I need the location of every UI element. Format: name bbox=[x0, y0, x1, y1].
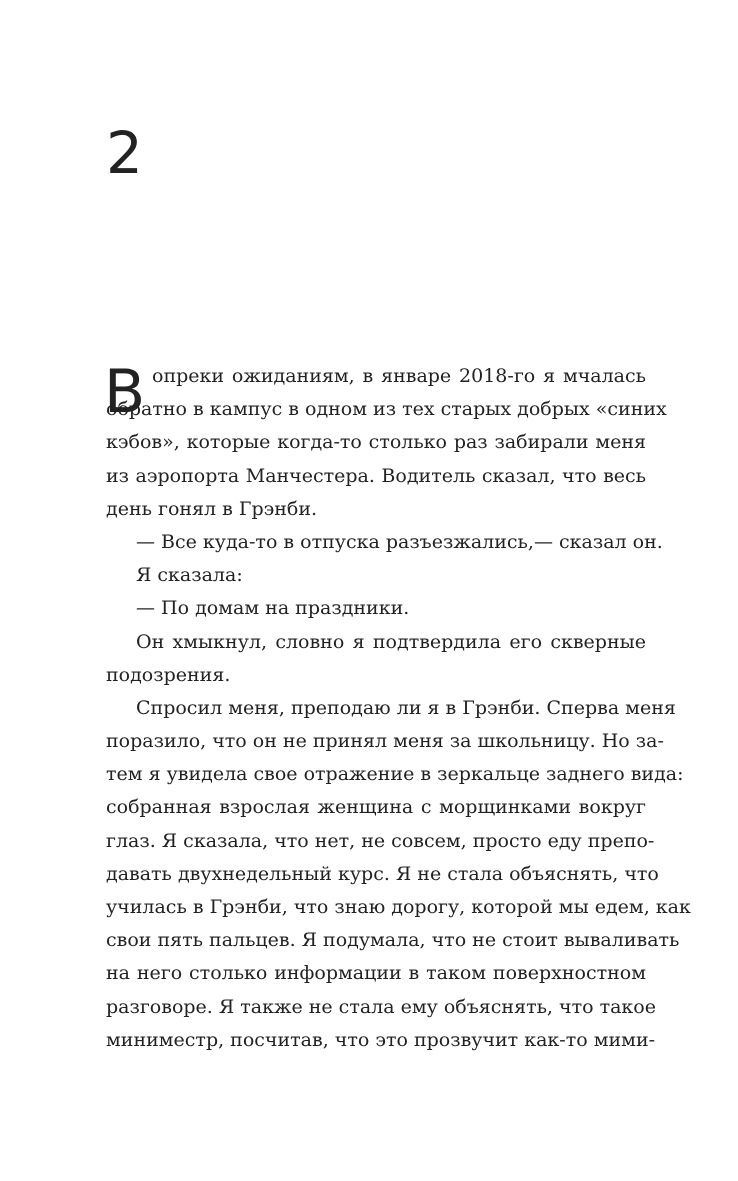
text-line: давать двухнедельный курс. Я не стала объяснять, что bbox=[106, 862, 659, 885]
text-line: опреки ожиданиям, в январе 2018-го я мчалась bbox=[152, 365, 646, 387]
text-line: миниместр, посчитав, что это прозвучит как-то мими- bbox=[106, 1028, 656, 1051]
text-line: подозрения. bbox=[106, 663, 231, 686]
text-line: собранная взрослая женщина с морщинками вокруг bbox=[106, 796, 646, 819]
text-line: тем я увидела свое отражение в зеркальце заднего вида: bbox=[106, 763, 684, 786]
text-line: день гонял в Грэнби. bbox=[106, 497, 318, 520]
text-line: училась в Грэнби, что знаю дорогу, которой мы едем, как bbox=[106, 896, 691, 918]
text-line: поразило, что он не принял меня за школьницу. Но за- bbox=[106, 730, 664, 753]
text-line: Спросил меня, преподаю ли я в Грэнби. Сперва меня bbox=[136, 696, 676, 719]
dialogue-line: — По домам на праздники. bbox=[136, 597, 410, 620]
text-line: свои пять пальцев. Я подумала, что не стоит вываливать bbox=[106, 929, 680, 952]
dialogue-line: Я сказала: bbox=[136, 564, 243, 587]
text-line: на него столько информации в таком поверхностном bbox=[106, 962, 646, 985]
text-line: разговоре. Я также не стала ему объяснять, что такое bbox=[106, 995, 656, 1018]
opening-paragraph bbox=[104, 357, 667, 526]
text-line: Он хмыкнул, словно я подтвердила его скверные bbox=[136, 630, 646, 653]
body-text bbox=[104, 357, 691, 1057]
chapter-number: 2 bbox=[106, 119, 143, 187]
text-line: кэбов», которые когда-то столько раз забирали меня bbox=[106, 431, 646, 454]
text-line: из аэропорта Манчестера. Водитель сказал, что весь bbox=[106, 464, 646, 487]
text-line: обратно в кампус в одном из тех старых добрых «синих bbox=[106, 398, 667, 421]
text-line: глаз. Я сказала, что нет, не совсем, просто еду препо- bbox=[106, 829, 655, 852]
dialogue-line: — Все куда-то в отпуска разъезжались,— сказал он. bbox=[136, 530, 663, 553]
drop-cap: В bbox=[104, 357, 146, 427]
